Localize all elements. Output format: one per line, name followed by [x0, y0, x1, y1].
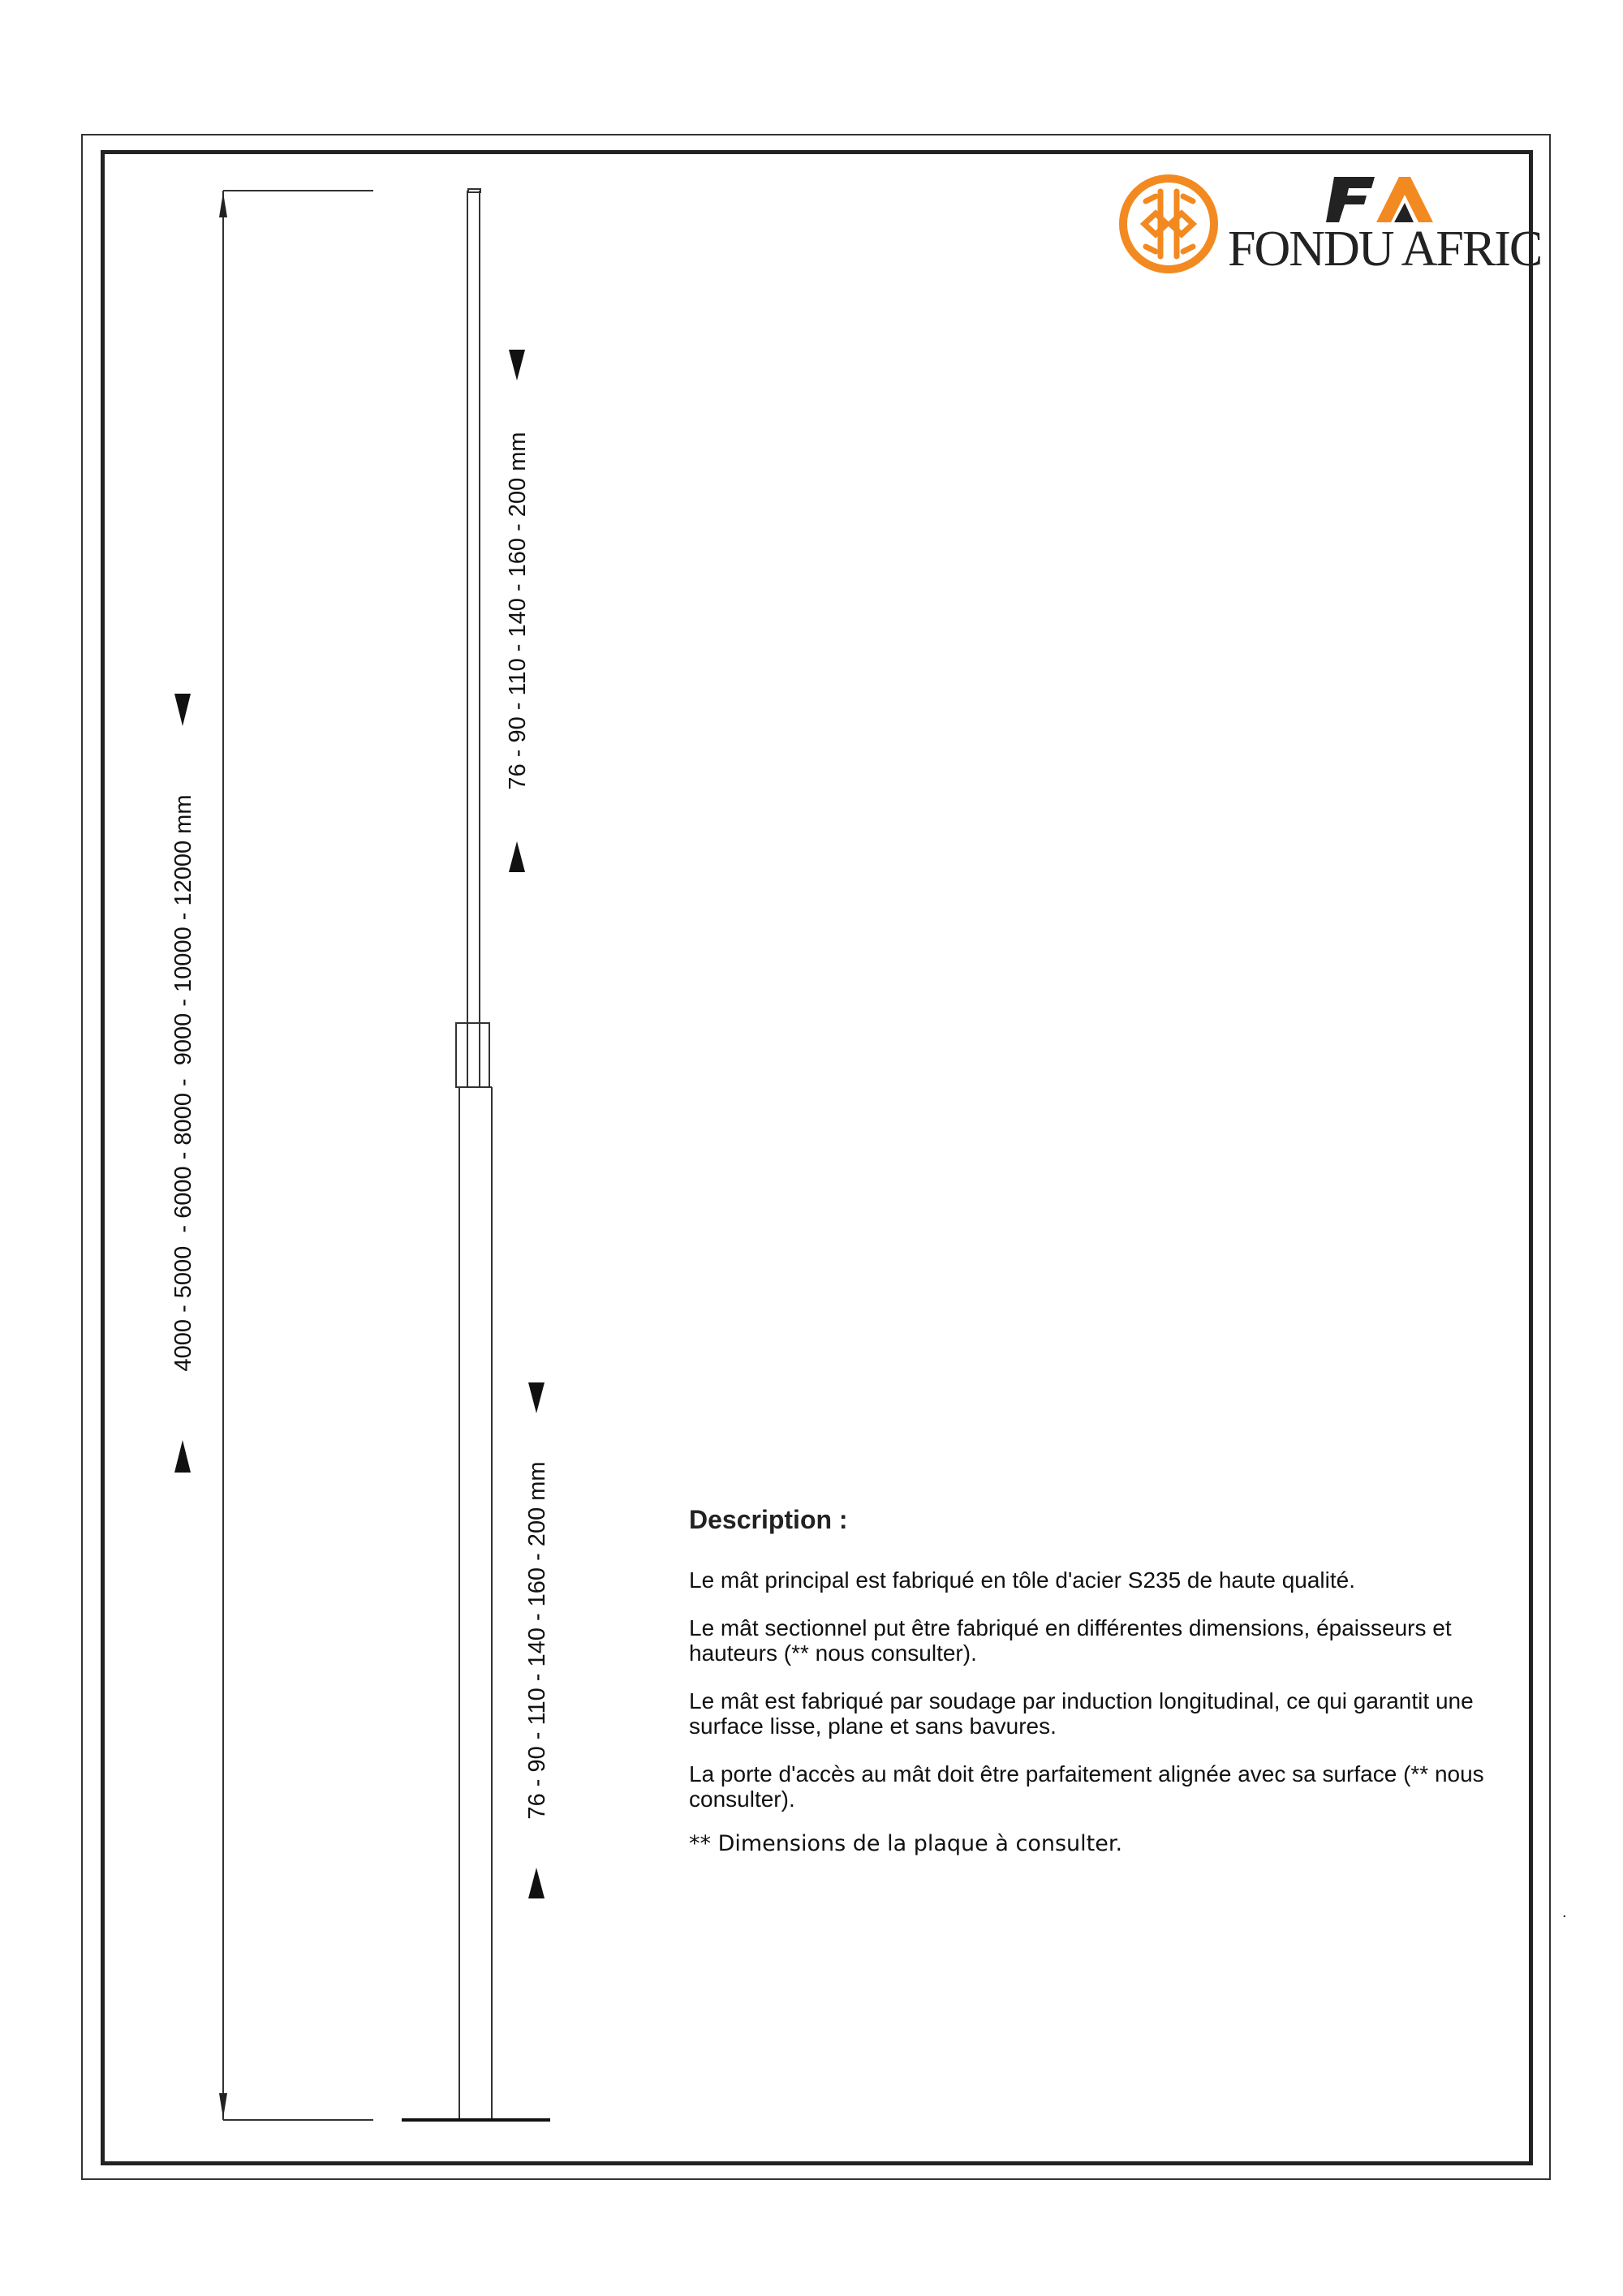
top-diameter-label-group — [505, 350, 531, 872]
description-section — [689, 1505, 1500, 1879]
label-arrow-icon — [509, 350, 525, 381]
logo-emblem-icon — [1115, 169, 1229, 278]
description-paragraph: Le mât principal est fabriqué en tôle d'acier S235 de haute qualité. — [689, 1567, 1355, 1593]
plate-note: ** Dimensions de la plaque à consulter. — [689, 1831, 1123, 1856]
pole-sleeve — [456, 1023, 489, 1087]
arrow-up-icon — [219, 192, 227, 217]
logo-monogram — [1326, 175, 1440, 226]
label-arrow-icon — [528, 1382, 545, 1413]
bottom-diameter-label: 76 - 90 - 110 - 140 - 160 - 200 mm — [524, 1461, 550, 1820]
pole-cap — [468, 189, 480, 192]
description-paragraph: Le mât sectionnel put être fabriqué en différentes dimensions, épaisseurs et hauteurs (** nous consulter). — [689, 1615, 1452, 1666]
description-paragraph: La porte d'accès au mât doit être parfaitement alignée avec sa surface (** nous consulter). — [689, 1761, 1484, 1812]
label-arrow-icon — [174, 694, 191, 726]
description-paragraph: Le mât est fabriqué par soudage par induction longitudinal, ce qui garantit une surface lisse, plane et sans bavures. — [689, 1688, 1474, 1739]
company-name: FONDU AFRIC — [1228, 221, 1542, 277]
label-arrow-icon — [509, 841, 525, 872]
height-label-group — [170, 694, 196, 1473]
top-diameter-label: 76 - 90 - 110 - 140 - 160 - 200 mm — [505, 432, 531, 790]
height-dimension — [223, 191, 373, 2120]
label-arrow-icon — [528, 1868, 545, 1898]
bottom-diameter-label-group — [524, 1382, 550, 1898]
label-arrow-icon — [174, 1440, 191, 1473]
arrow-down-icon — [219, 2093, 227, 2118]
pole — [456, 189, 492, 2120]
description-title: Description : — [689, 1505, 848, 1534]
company-logo — [1115, 169, 1542, 278]
stray-mark: . — [1562, 1903, 1567, 1921]
height-range-label: 4000 - 5000 - 6000 - 8000 - 9000 - 10000 - 12000 mm — [170, 794, 196, 1372]
